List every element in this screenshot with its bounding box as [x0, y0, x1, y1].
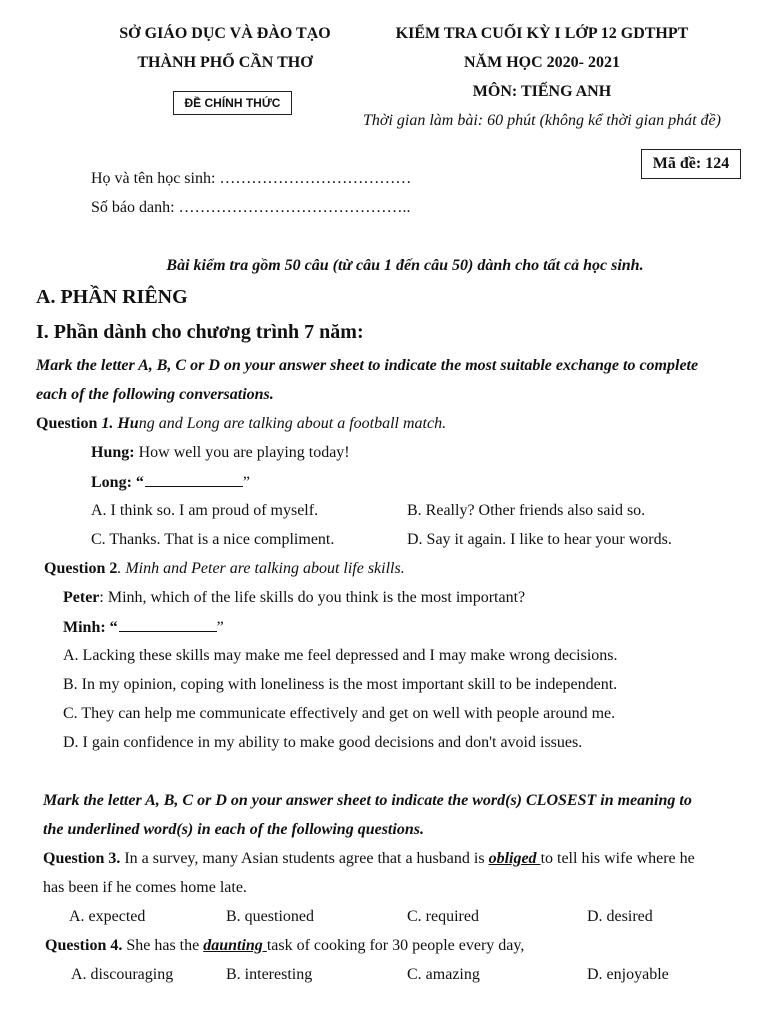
question-2-option-a: A. Lacking these skills may make me feel depressed and I may make wrong decisions.: [63, 647, 618, 664]
question-2-option-b: B. In my opinion, coping with loneliness is the most important skill to be independent.: [63, 676, 618, 693]
instruction-1-line-1: Mark the letter A, B, C or D on your answer sheet to indicate the most suitable exchange to complete: [36, 357, 699, 374]
student-id-line: Số báo danh: ……………………………………..: [91, 199, 411, 216]
question-1-line-2: Long: “ ”: [91, 474, 251, 491]
question-2-prompt: Question 2. Minh and Peter are talking about life skills.: [44, 560, 405, 577]
question-3-option-c: C. required: [407, 908, 479, 925]
city-name: THÀNH PHỐ CẦN THƠ: [137, 54, 313, 71]
question-4-option-d: D. enjoyable: [587, 966, 669, 983]
instruction-2-line-1: Mark the letter A, B, C or D on your answer sheet to indicate the word(s) CLOSEST in meaning to: [43, 792, 692, 809]
question-3-prompt: Question 3. In a survey, many Asian students agree that a husband is obliged to tell his wife where he: [43, 850, 695, 867]
underlined-word: obliged: [488, 850, 541, 867]
exam-code-box: Mã đề: 124: [641, 149, 741, 179]
question-3-line-2: has been if he comes home late.: [43, 879, 247, 896]
question-3-option-d: D. desired: [587, 908, 653, 925]
question-3-option-b: B. questioned: [226, 908, 314, 925]
section-i-heading: I. Phần dành cho chương trình 7 năm:: [36, 321, 364, 343]
question-2-line-1: Peter: Minh, which of the life skills do you think is the most important?: [63, 589, 526, 606]
answer-blank: [119, 617, 217, 632]
question-1-option-b: B. Really? Other friends also said so.: [407, 502, 646, 519]
question-2-line-2: Minh: “ ”: [63, 619, 224, 636]
answer-blank: [145, 472, 243, 487]
question-2-option-d: D. I gain confidence in my ability to make good decisions and don't avoid issues.: [63, 734, 583, 751]
question-4-option-c: C. amazing: [407, 966, 480, 983]
time-note: Thời gian làm bài: 60 phút (không kể thời gian phát đề): [363, 112, 721, 129]
question-4-option-b: B. interesting: [226, 966, 313, 983]
subject: MÔN: TIẾNG ANH: [472, 83, 612, 100]
school-year: NĂM HỌC 2020- 2021: [464, 54, 620, 71]
question-1-label: Question: [36, 415, 98, 432]
section-a-heading: A. PHẦN RIÊNG: [36, 286, 188, 308]
exam-title: KIỂM TRA CUỐI KỲ I LỚP 12 GDTHPT: [395, 25, 689, 42]
instruction-2-line-2: the underlined word(s) in each of the following questions.: [43, 821, 424, 838]
department-name: SỞ GIÁO DỤC VÀ ĐÀO TẠO: [119, 25, 331, 42]
exam-intro: Bài kiểm tra gồm 50 câu (từ câu 1 đến câu 50) dành cho tất cả học sinh.: [166, 257, 644, 274]
question-1-option-d: D. Say it again. I like to hear your words.: [407, 531, 672, 548]
official-exam-badge: ĐỀ CHÍNH THỨC: [173, 91, 292, 115]
question-3-option-a: A. expected: [69, 908, 146, 925]
question-1-line-1: Hung: How well you are playing today!: [91, 444, 350, 461]
question-1-option-c: C. Thanks. That is a nice compliment.: [91, 531, 335, 548]
instruction-1-line-2: each of the following conversations.: [36, 386, 274, 403]
question-1-prompt: Question 1. Hung and Long are talking about a football match.: [36, 415, 447, 432]
question-1-option-a: A. I think so. I am proud of myself.: [91, 502, 319, 519]
question-4-prompt: Question 4. She has the daunting task of cooking for 30 people every day,: [45, 937, 525, 954]
question-2-option-c: C. They can help me communicate effectively and get on well with people around me.: [63, 705, 616, 722]
question-4-option-a: A. discouraging: [71, 966, 174, 983]
student-name-line: Họ và tên học sinh: ………………………………: [91, 170, 412, 187]
underlined-word: daunting: [203, 937, 267, 954]
